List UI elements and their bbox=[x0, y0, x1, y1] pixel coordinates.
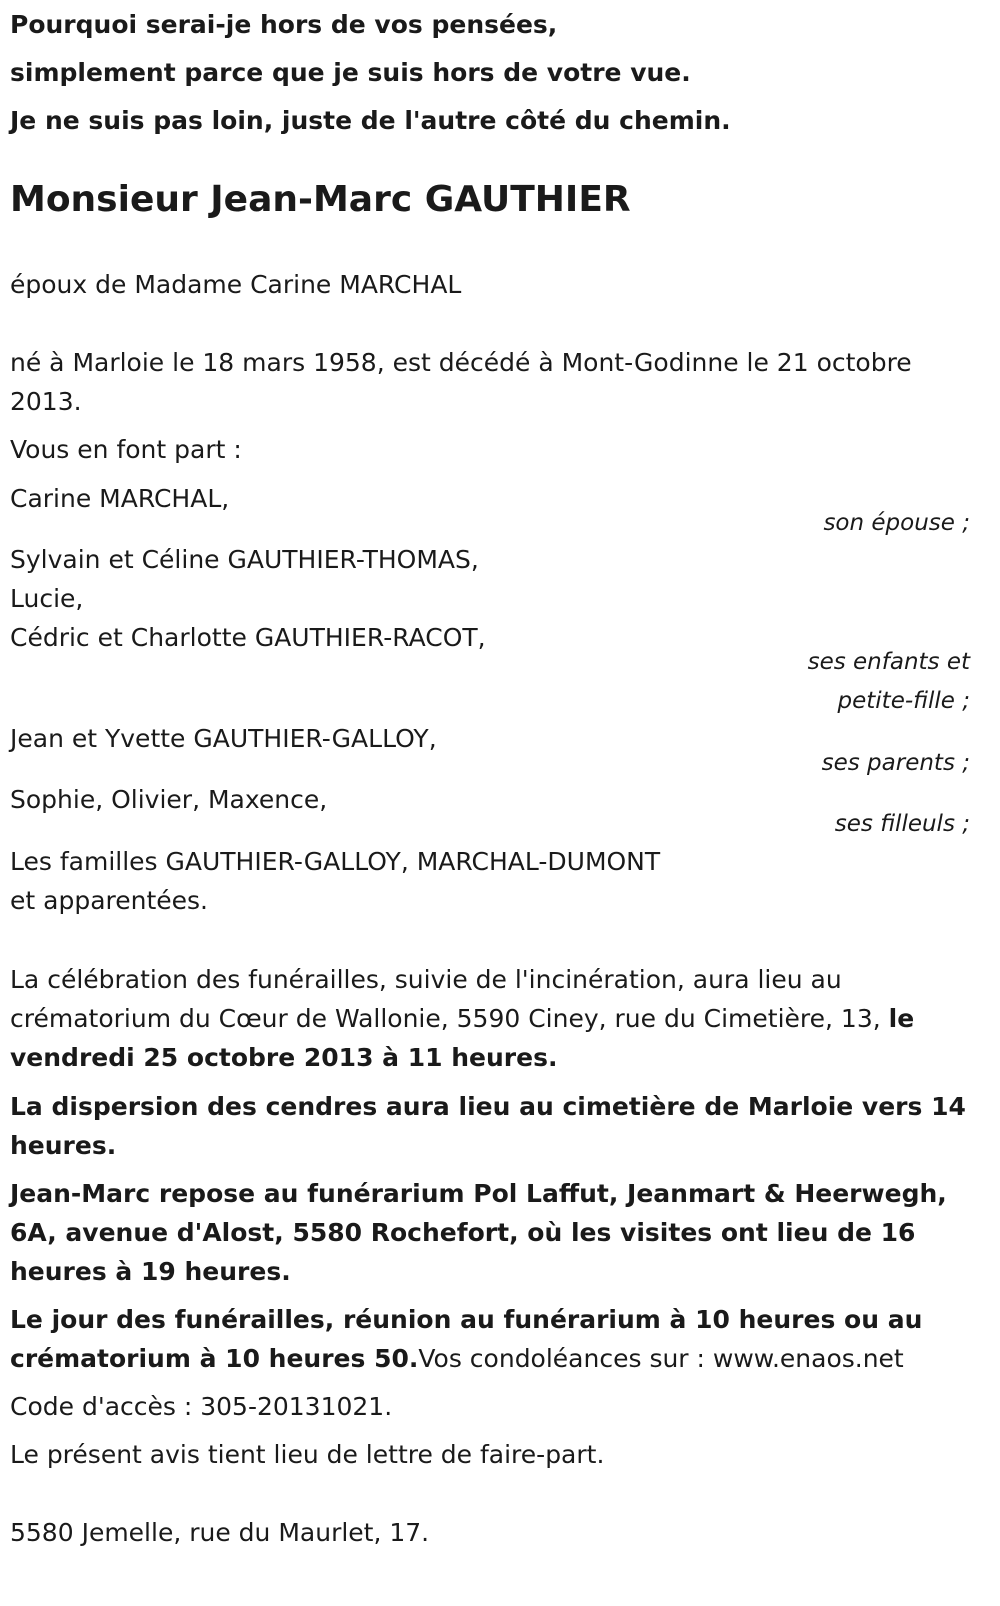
rest-paragraph: Jean-Marc repose au funérarium Pol Laffut, Jeanmart & Heerwegh, 6A, avenue d'Alost, 5580 Rochefort, où les visites ont lieu de 16 heures à 19 heures. bbox=[10, 1179, 947, 1286]
children-line-1: Sylvain et Céline GAUTHIER-THOMAS, bbox=[10, 545, 479, 574]
poem-line-3: Je ne suis pas loin, juste de l'autre côté du chemin. bbox=[10, 106, 731, 135]
celebration-date: le vendredi 25 octobre 2013 à 11 heures. bbox=[10, 1004, 915, 1072]
condolences-text: Vos condoléances sur : www.enaos.net bbox=[418, 1344, 904, 1373]
meeting-text: Le jour des funérailles, réunion au funérarium à 10 heures ou au crématorium à 10 heures 50. bbox=[10, 1305, 923, 1373]
birth-death-line-2: 2013. bbox=[10, 387, 82, 416]
dispersion-paragraph: La dispersion des cendres aura lieu au cimetière de Marloie vers 14 heures. bbox=[10, 1092, 966, 1160]
spouse-name: Carine MARCHAL, bbox=[10, 484, 230, 513]
godchildren-role: ses filleuls ; bbox=[834, 811, 970, 837]
children-line-2: Lucie, bbox=[10, 584, 84, 613]
families-line-1: Les familles GAUTHIER-GALLOY, MARCHAL-DUMONT bbox=[10, 847, 661, 876]
celebration-paragraph bbox=[10, 960, 970, 1077]
spouse-line: époux de Madame Carine MARCHAL bbox=[10, 270, 462, 299]
deceased-name: Monsieur Jean-Marc GAUTHIER bbox=[10, 179, 631, 220]
announcement-intro: Vous en font part : bbox=[10, 435, 242, 464]
notice-line: Le présent avis tient lieu de lettre de faire-part. bbox=[10, 1440, 605, 1469]
godchildren-name: Sophie, Olivier, Maxence, bbox=[10, 785, 328, 814]
children-role-1: ses enfants et bbox=[807, 649, 970, 675]
children-line-3: Cédric et Charlotte GAUTHIER-RACOT, bbox=[10, 623, 486, 652]
poem-line-2: simplement parce que je suis hors de votre vue. bbox=[10, 58, 691, 87]
families-line-2: et apparentées. bbox=[10, 886, 208, 915]
birth-death-line-1: né à Marloie le 18 mars 1958, est décédé à Mont-Godinne le 21 octobre bbox=[10, 348, 912, 377]
celebration-text: La célébration des funérailles, suivie de l'incinération, aura lieu au crématorium du Cœur de Wallonie, 5590 Ciney, rue du Cimetière, 13, bbox=[10, 965, 889, 1033]
spouse-role: son épouse ; bbox=[823, 510, 970, 536]
parents-name: Jean et Yvette GAUTHIER-GALLOY, bbox=[10, 724, 437, 753]
parents-role: ses parents ; bbox=[821, 750, 970, 776]
access-code: Code d'accès : 305-20131021. bbox=[10, 1392, 393, 1421]
address: 5580 Jemelle, rue du Maurlet, 17. bbox=[10, 1518, 430, 1547]
meeting-paragraph bbox=[10, 1300, 970, 1378]
poem-line-1: Pourquoi serai-je hors de vos pensées, bbox=[10, 10, 558, 39]
children-role-2: petite-fille ; bbox=[837, 688, 970, 714]
